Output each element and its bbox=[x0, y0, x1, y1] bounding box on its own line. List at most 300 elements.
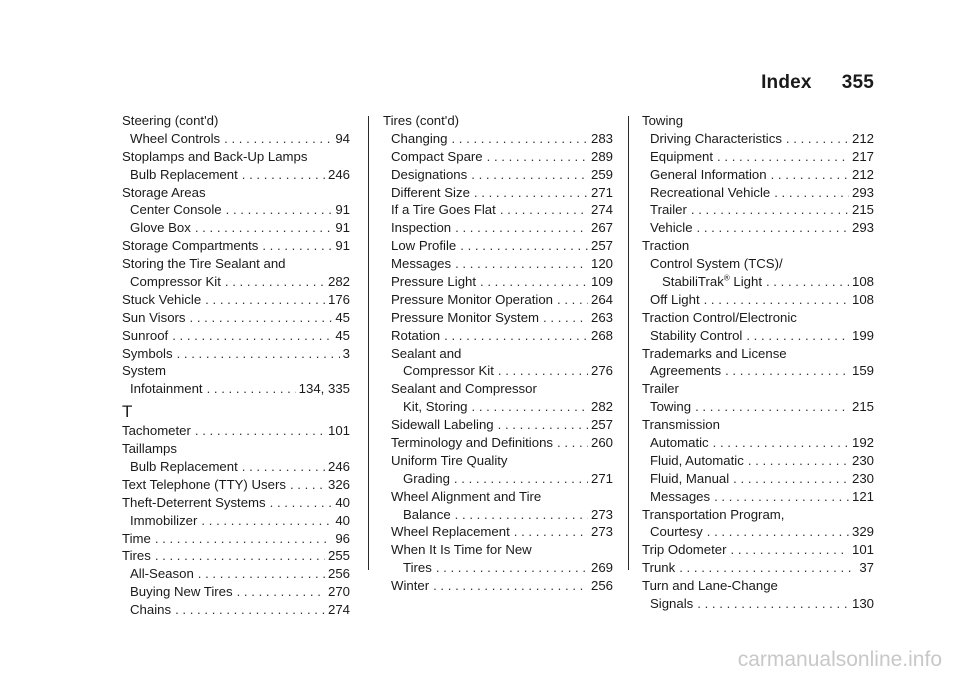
dot-leader bbox=[725, 362, 849, 380]
entry-text: Tachometer bbox=[122, 423, 191, 439]
entry-text: Storage Areas bbox=[122, 184, 206, 200]
entry-text: Control System (TCS)/ bbox=[650, 256, 783, 272]
entry-text: Different Size bbox=[391, 184, 470, 200]
entry-label bbox=[650, 201, 687, 219]
entry-label bbox=[642, 559, 675, 577]
entry-text: Driving Characteristics bbox=[650, 130, 782, 146]
index-entry bbox=[122, 237, 350, 255]
dot-leader bbox=[733, 470, 849, 488]
index-entry bbox=[642, 488, 874, 506]
entry-label bbox=[130, 565, 194, 583]
entry-text: General Information bbox=[650, 166, 767, 182]
page-reference: 215 bbox=[851, 202, 874, 218]
index-entry bbox=[383, 255, 613, 273]
dot-leader bbox=[557, 291, 588, 309]
page-reference: 230 bbox=[851, 452, 874, 468]
entry-label bbox=[122, 255, 286, 273]
entry-label bbox=[403, 470, 450, 488]
entry-text: Sunroof bbox=[122, 327, 169, 343]
index-entry bbox=[642, 559, 874, 577]
dot-leader bbox=[155, 547, 325, 565]
dot-leader bbox=[500, 201, 588, 219]
dot-leader bbox=[195, 422, 325, 440]
dot-leader bbox=[225, 273, 325, 291]
page-reference: 257 bbox=[590, 417, 613, 433]
index-entry bbox=[642, 291, 874, 309]
entry-label bbox=[650, 327, 742, 345]
page-reference: 283 bbox=[590, 130, 613, 146]
entry-text: Glove Box bbox=[130, 220, 191, 236]
entry-label bbox=[122, 309, 186, 327]
entry-label bbox=[662, 273, 762, 291]
entry-text: Off Light bbox=[650, 291, 700, 307]
entry-label bbox=[122, 530, 151, 548]
dot-leader bbox=[748, 452, 849, 470]
entry-label bbox=[391, 380, 537, 398]
entry-label bbox=[391, 452, 508, 470]
dot-leader bbox=[290, 476, 325, 494]
index-heading bbox=[383, 380, 613, 398]
dot-leader bbox=[774, 184, 849, 202]
entry-label bbox=[130, 380, 203, 398]
dot-leader bbox=[224, 130, 332, 148]
dot-leader bbox=[433, 577, 588, 595]
entry-label bbox=[650, 398, 691, 416]
page-reference: 215 bbox=[851, 399, 874, 415]
index-entry bbox=[642, 219, 874, 237]
entry-label bbox=[642, 112, 683, 130]
index-heading bbox=[383, 345, 613, 363]
entry-text: Changing bbox=[391, 130, 448, 146]
index-entry bbox=[383, 184, 613, 202]
entry-label bbox=[130, 583, 233, 601]
entry-label bbox=[391, 434, 553, 452]
entry-label bbox=[130, 130, 220, 148]
entry-text: Wheel Alignment and Tire bbox=[391, 488, 542, 504]
page-reference: 120 bbox=[590, 256, 613, 272]
dot-leader bbox=[226, 201, 333, 219]
page-reference: 101 bbox=[851, 542, 874, 558]
page-reference: 271 bbox=[590, 184, 613, 200]
index-entry bbox=[383, 470, 613, 488]
page-reference: 246 bbox=[327, 459, 350, 475]
page-reference: 274 bbox=[590, 202, 613, 218]
dot-leader bbox=[704, 291, 849, 309]
page-reference: 289 bbox=[590, 148, 613, 164]
page-reference: 212 bbox=[851, 130, 874, 146]
page-number: 355 bbox=[841, 72, 874, 93]
dot-leader bbox=[707, 523, 849, 541]
dot-leader bbox=[717, 148, 849, 166]
dot-leader bbox=[731, 541, 849, 559]
entry-text: When It Is Time for New bbox=[391, 542, 532, 558]
entry-label bbox=[650, 291, 700, 309]
entry-text: Infotainment bbox=[130, 381, 203, 397]
entry-text: Signals bbox=[650, 596, 694, 612]
entry-label bbox=[391, 237, 456, 255]
dot-leader bbox=[455, 255, 588, 273]
page-reference: 257 bbox=[590, 238, 613, 254]
index-entry bbox=[642, 434, 874, 452]
index-heading bbox=[122, 112, 350, 130]
index-entry bbox=[122, 291, 350, 309]
index-entry bbox=[642, 273, 874, 291]
entry-label bbox=[130, 601, 171, 619]
entry-text: Grading bbox=[403, 470, 450, 486]
entry-text: Sun Visors bbox=[122, 309, 186, 325]
entry-label bbox=[391, 577, 429, 595]
entry-text: Center Console bbox=[130, 202, 222, 218]
entry-text: StabiliTrak bbox=[662, 274, 724, 290]
page-reference: 273 bbox=[590, 524, 613, 540]
page-reference: 159 bbox=[851, 363, 874, 379]
index-entry bbox=[383, 506, 613, 524]
dot-leader bbox=[474, 184, 588, 202]
dot-leader bbox=[451, 130, 588, 148]
entry-text: Immobilizer bbox=[130, 512, 198, 528]
entry-label bbox=[122, 440, 177, 458]
entry-text: Storing the Tire Sealant and bbox=[122, 256, 286, 272]
entry-text: Bulb Replacement bbox=[130, 459, 238, 475]
index-entry bbox=[383, 362, 613, 380]
index-entry bbox=[642, 452, 874, 470]
entry-label bbox=[642, 416, 720, 434]
index-entry bbox=[122, 345, 350, 363]
entry-label bbox=[122, 237, 258, 255]
dot-leader bbox=[557, 434, 588, 452]
dot-leader bbox=[786, 130, 849, 148]
entry-label bbox=[391, 130, 447, 148]
entry-label bbox=[122, 184, 206, 202]
entry-label bbox=[391, 523, 510, 541]
dot-leader bbox=[697, 219, 849, 237]
dot-leader bbox=[691, 201, 849, 219]
column-divider bbox=[628, 116, 629, 570]
entry-label bbox=[391, 416, 494, 434]
index-entry bbox=[383, 434, 613, 452]
index-entry bbox=[383, 523, 613, 541]
page-reference: 329 bbox=[851, 524, 874, 540]
index-entry bbox=[122, 565, 350, 583]
dot-leader bbox=[207, 380, 296, 398]
page-reference: 176 bbox=[327, 291, 350, 307]
entry-label bbox=[391, 148, 483, 166]
dot-leader bbox=[205, 291, 325, 309]
entry-text: Trailer bbox=[642, 381, 679, 397]
entry-label bbox=[122, 494, 266, 512]
entry-label bbox=[391, 166, 467, 184]
page-reference: 273 bbox=[590, 506, 613, 522]
index-heading bbox=[122, 255, 350, 273]
dot-leader bbox=[498, 362, 588, 380]
entry-text: Storage Compartments bbox=[122, 238, 259, 254]
entry-text: Taillamps bbox=[122, 441, 177, 457]
page-reference: 91 bbox=[335, 202, 350, 218]
index-entry bbox=[122, 201, 350, 219]
index-entry bbox=[383, 148, 613, 166]
entry-text: Wheel Replacement bbox=[391, 524, 510, 540]
entry-label bbox=[650, 452, 744, 470]
page-reference: 276 bbox=[590, 363, 613, 379]
index-entry bbox=[383, 130, 613, 148]
page-reference: 271 bbox=[590, 470, 613, 486]
entry-label bbox=[130, 458, 238, 476]
dot-leader bbox=[190, 309, 333, 327]
entry-label bbox=[122, 547, 151, 565]
page-reference: 326 bbox=[327, 476, 350, 492]
entry-label bbox=[650, 488, 710, 506]
entry-label bbox=[383, 112, 459, 130]
entry-text: Trip Odometer bbox=[642, 542, 727, 558]
index-heading bbox=[383, 541, 613, 559]
page-reference: 282 bbox=[327, 274, 350, 290]
index-entry bbox=[122, 494, 350, 512]
dot-leader bbox=[237, 583, 325, 601]
entry-text: Compact Spare bbox=[391, 148, 483, 164]
page-reference: 230 bbox=[851, 470, 874, 486]
entry-text: Time bbox=[122, 530, 151, 546]
entry-label bbox=[642, 345, 787, 363]
page-reference: 108 bbox=[851, 274, 874, 290]
dot-leader bbox=[480, 273, 588, 291]
dot-leader bbox=[177, 345, 340, 363]
page-reference: 109 bbox=[590, 274, 613, 290]
entry-label bbox=[642, 237, 689, 255]
entry-label bbox=[122, 327, 168, 345]
index-column-3 bbox=[642, 112, 874, 613]
entry-text: Stoplamps and Back-Up Lamps bbox=[122, 148, 308, 164]
entry-label bbox=[391, 201, 496, 219]
entry-text: Pressure Monitor Operation bbox=[391, 291, 553, 307]
index-heading bbox=[642, 506, 874, 524]
index-entry bbox=[383, 416, 613, 434]
page-reference: 246 bbox=[327, 166, 350, 182]
entry-label bbox=[650, 255, 783, 273]
dot-leader bbox=[514, 523, 588, 541]
index-heading bbox=[122, 362, 350, 380]
entry-text: Balance bbox=[403, 506, 451, 522]
index-entry bbox=[383, 309, 613, 327]
entry-label bbox=[642, 577, 778, 595]
entry-text: Inspection bbox=[391, 220, 452, 236]
index-entry bbox=[383, 219, 613, 237]
entry-label bbox=[650, 148, 713, 166]
index-heading bbox=[642, 345, 874, 363]
page-reference: 45 bbox=[335, 327, 350, 343]
index-entry bbox=[122, 512, 350, 530]
dot-leader bbox=[460, 237, 588, 255]
entry-text: Rotation bbox=[391, 327, 441, 343]
dot-leader bbox=[155, 530, 333, 548]
index-title: Index bbox=[761, 72, 812, 93]
index-heading bbox=[642, 577, 874, 595]
entry-text: Trademarks and License bbox=[642, 345, 787, 361]
entry-label bbox=[403, 398, 468, 416]
page-reference: 256 bbox=[327, 566, 350, 582]
dot-leader bbox=[498, 416, 588, 434]
entry-label bbox=[650, 434, 709, 452]
registered-mark: ® bbox=[723, 273, 730, 283]
index-entry bbox=[642, 166, 874, 184]
dot-leader bbox=[713, 434, 849, 452]
entry-text: Tires bbox=[403, 560, 432, 576]
index-heading bbox=[642, 416, 874, 434]
page-reference: 91 bbox=[335, 220, 350, 236]
entry-label bbox=[122, 291, 201, 309]
entry-label bbox=[122, 362, 166, 380]
index-heading bbox=[642, 309, 874, 327]
index-entry bbox=[642, 148, 874, 166]
index-heading bbox=[383, 112, 613, 130]
entry-text: Fluid, Manual bbox=[650, 470, 730, 486]
dot-leader bbox=[262, 237, 332, 255]
entry-text: Uniform Tire Quality bbox=[391, 452, 508, 468]
entry-label bbox=[391, 291, 553, 309]
dot-leader bbox=[270, 494, 333, 512]
entry-text: Trailer bbox=[650, 202, 687, 218]
page-reference: 130 bbox=[851, 596, 874, 612]
entry-label bbox=[650, 184, 770, 202]
entry-text: Fluid, Automatic bbox=[650, 452, 744, 468]
index-heading bbox=[642, 112, 874, 130]
entry-text: Vehicle bbox=[650, 220, 693, 236]
page-reference: 269 bbox=[590, 560, 613, 576]
index-entry bbox=[122, 530, 350, 548]
dot-leader bbox=[695, 398, 849, 416]
dot-leader bbox=[172, 327, 332, 345]
entry-label bbox=[391, 184, 470, 202]
page-reference: 45 bbox=[335, 309, 350, 325]
page-reference: 293 bbox=[851, 184, 874, 200]
page-reference: 192 bbox=[851, 435, 874, 451]
entry-label bbox=[130, 219, 191, 237]
dot-leader bbox=[697, 595, 849, 613]
index-entry bbox=[122, 219, 350, 237]
index-heading bbox=[122, 148, 350, 166]
entry-label bbox=[391, 255, 451, 273]
page-reference: 270 bbox=[327, 584, 350, 600]
entry-text: Transportation Program, bbox=[642, 506, 785, 522]
entry-label bbox=[650, 362, 721, 380]
page-reference: 260 bbox=[590, 435, 613, 451]
entry-label bbox=[642, 309, 797, 327]
dot-leader bbox=[455, 506, 588, 524]
page-reference: 282 bbox=[590, 399, 613, 415]
entry-label bbox=[122, 112, 218, 130]
page-reference: 293 bbox=[851, 220, 874, 236]
entry-text: Wheel Controls bbox=[130, 130, 221, 146]
entry-label bbox=[650, 470, 729, 488]
page-reference: 96 bbox=[335, 530, 350, 546]
entry-text: Tires (cont'd) bbox=[383, 113, 460, 128]
entry-text: Traction bbox=[642, 238, 690, 254]
page-reference: 267 bbox=[590, 220, 613, 236]
entry-text-suffix: Light bbox=[729, 274, 762, 290]
index-entry bbox=[122, 327, 350, 345]
index-entry bbox=[122, 547, 350, 565]
index-column-2 bbox=[383, 112, 613, 595]
entry-text: All-Season bbox=[130, 566, 194, 582]
index-entry bbox=[642, 541, 874, 559]
entry-label bbox=[650, 595, 693, 613]
column-divider bbox=[368, 116, 369, 570]
index-entry bbox=[122, 476, 350, 494]
watermark: carmanualsonline.info bbox=[737, 648, 942, 671]
entry-text: Buying New Tires bbox=[130, 584, 233, 600]
entry-text: Chains bbox=[130, 602, 172, 618]
page-reference: 263 bbox=[590, 309, 613, 325]
index-heading bbox=[122, 440, 350, 458]
page-reference: 40 bbox=[335, 494, 350, 510]
entry-text: Tires bbox=[122, 548, 151, 564]
entry-label bbox=[391, 309, 539, 327]
page-reference: 264 bbox=[590, 291, 613, 307]
index-entry bbox=[383, 327, 613, 345]
entry-label bbox=[650, 166, 767, 184]
page-reference: 256 bbox=[590, 578, 613, 594]
page-reference: 40 bbox=[335, 512, 350, 528]
index-entry bbox=[642, 184, 874, 202]
index-entry bbox=[383, 559, 613, 577]
entry-text: Steering (cont'd) bbox=[122, 113, 219, 128]
section-letter: T bbox=[122, 402, 133, 422]
dot-leader bbox=[487, 148, 588, 166]
entry-label bbox=[650, 523, 703, 541]
index-entry bbox=[383, 398, 613, 416]
entry-text: If a Tire Goes Flat bbox=[391, 202, 496, 218]
entry-text: Compressor Kit bbox=[130, 274, 221, 290]
entry-text: Stability Control bbox=[650, 327, 743, 343]
index-entry bbox=[122, 273, 350, 291]
entry-text: Equipment bbox=[650, 148, 714, 164]
dot-leader bbox=[746, 327, 849, 345]
entry-label bbox=[391, 327, 440, 345]
entry-text: System bbox=[122, 363, 166, 379]
entry-label bbox=[403, 559, 432, 577]
dot-leader bbox=[242, 458, 325, 476]
index-entry bbox=[642, 327, 874, 345]
entry-text: Kit, Storing bbox=[403, 399, 468, 415]
entry-text: Messages bbox=[650, 488, 711, 504]
entry-label bbox=[130, 166, 238, 184]
entry-text: Designations bbox=[391, 166, 468, 182]
dot-leader bbox=[175, 601, 325, 619]
index-entry bbox=[383, 291, 613, 309]
entry-text: Bulb Replacement bbox=[130, 166, 238, 182]
page-reference: 94 bbox=[335, 130, 350, 146]
entry-text: Messages bbox=[391, 256, 452, 272]
index-entry bbox=[122, 583, 350, 601]
index-heading bbox=[642, 237, 874, 255]
dot-leader bbox=[543, 309, 588, 327]
entry-text: Sealant and bbox=[391, 345, 462, 361]
dot-leader bbox=[472, 398, 588, 416]
entry-label bbox=[391, 273, 476, 291]
entry-text: Recreational Vehicle bbox=[650, 184, 771, 200]
entry-label bbox=[130, 201, 222, 219]
page-reference: 259 bbox=[590, 166, 613, 182]
entry-text: Sidewall Labeling bbox=[391, 417, 494, 433]
page-reference: 91 bbox=[335, 238, 350, 254]
entry-text: Compressor Kit bbox=[403, 363, 494, 379]
entry-text: Pressure Light bbox=[391, 274, 477, 290]
entry-text: Trunk bbox=[642, 560, 676, 576]
entry-text: Automatic bbox=[650, 435, 709, 451]
index-entry bbox=[383, 237, 613, 255]
entry-label bbox=[122, 148, 307, 166]
entry-text: Agreements bbox=[650, 363, 722, 379]
index-heading bbox=[642, 255, 874, 273]
